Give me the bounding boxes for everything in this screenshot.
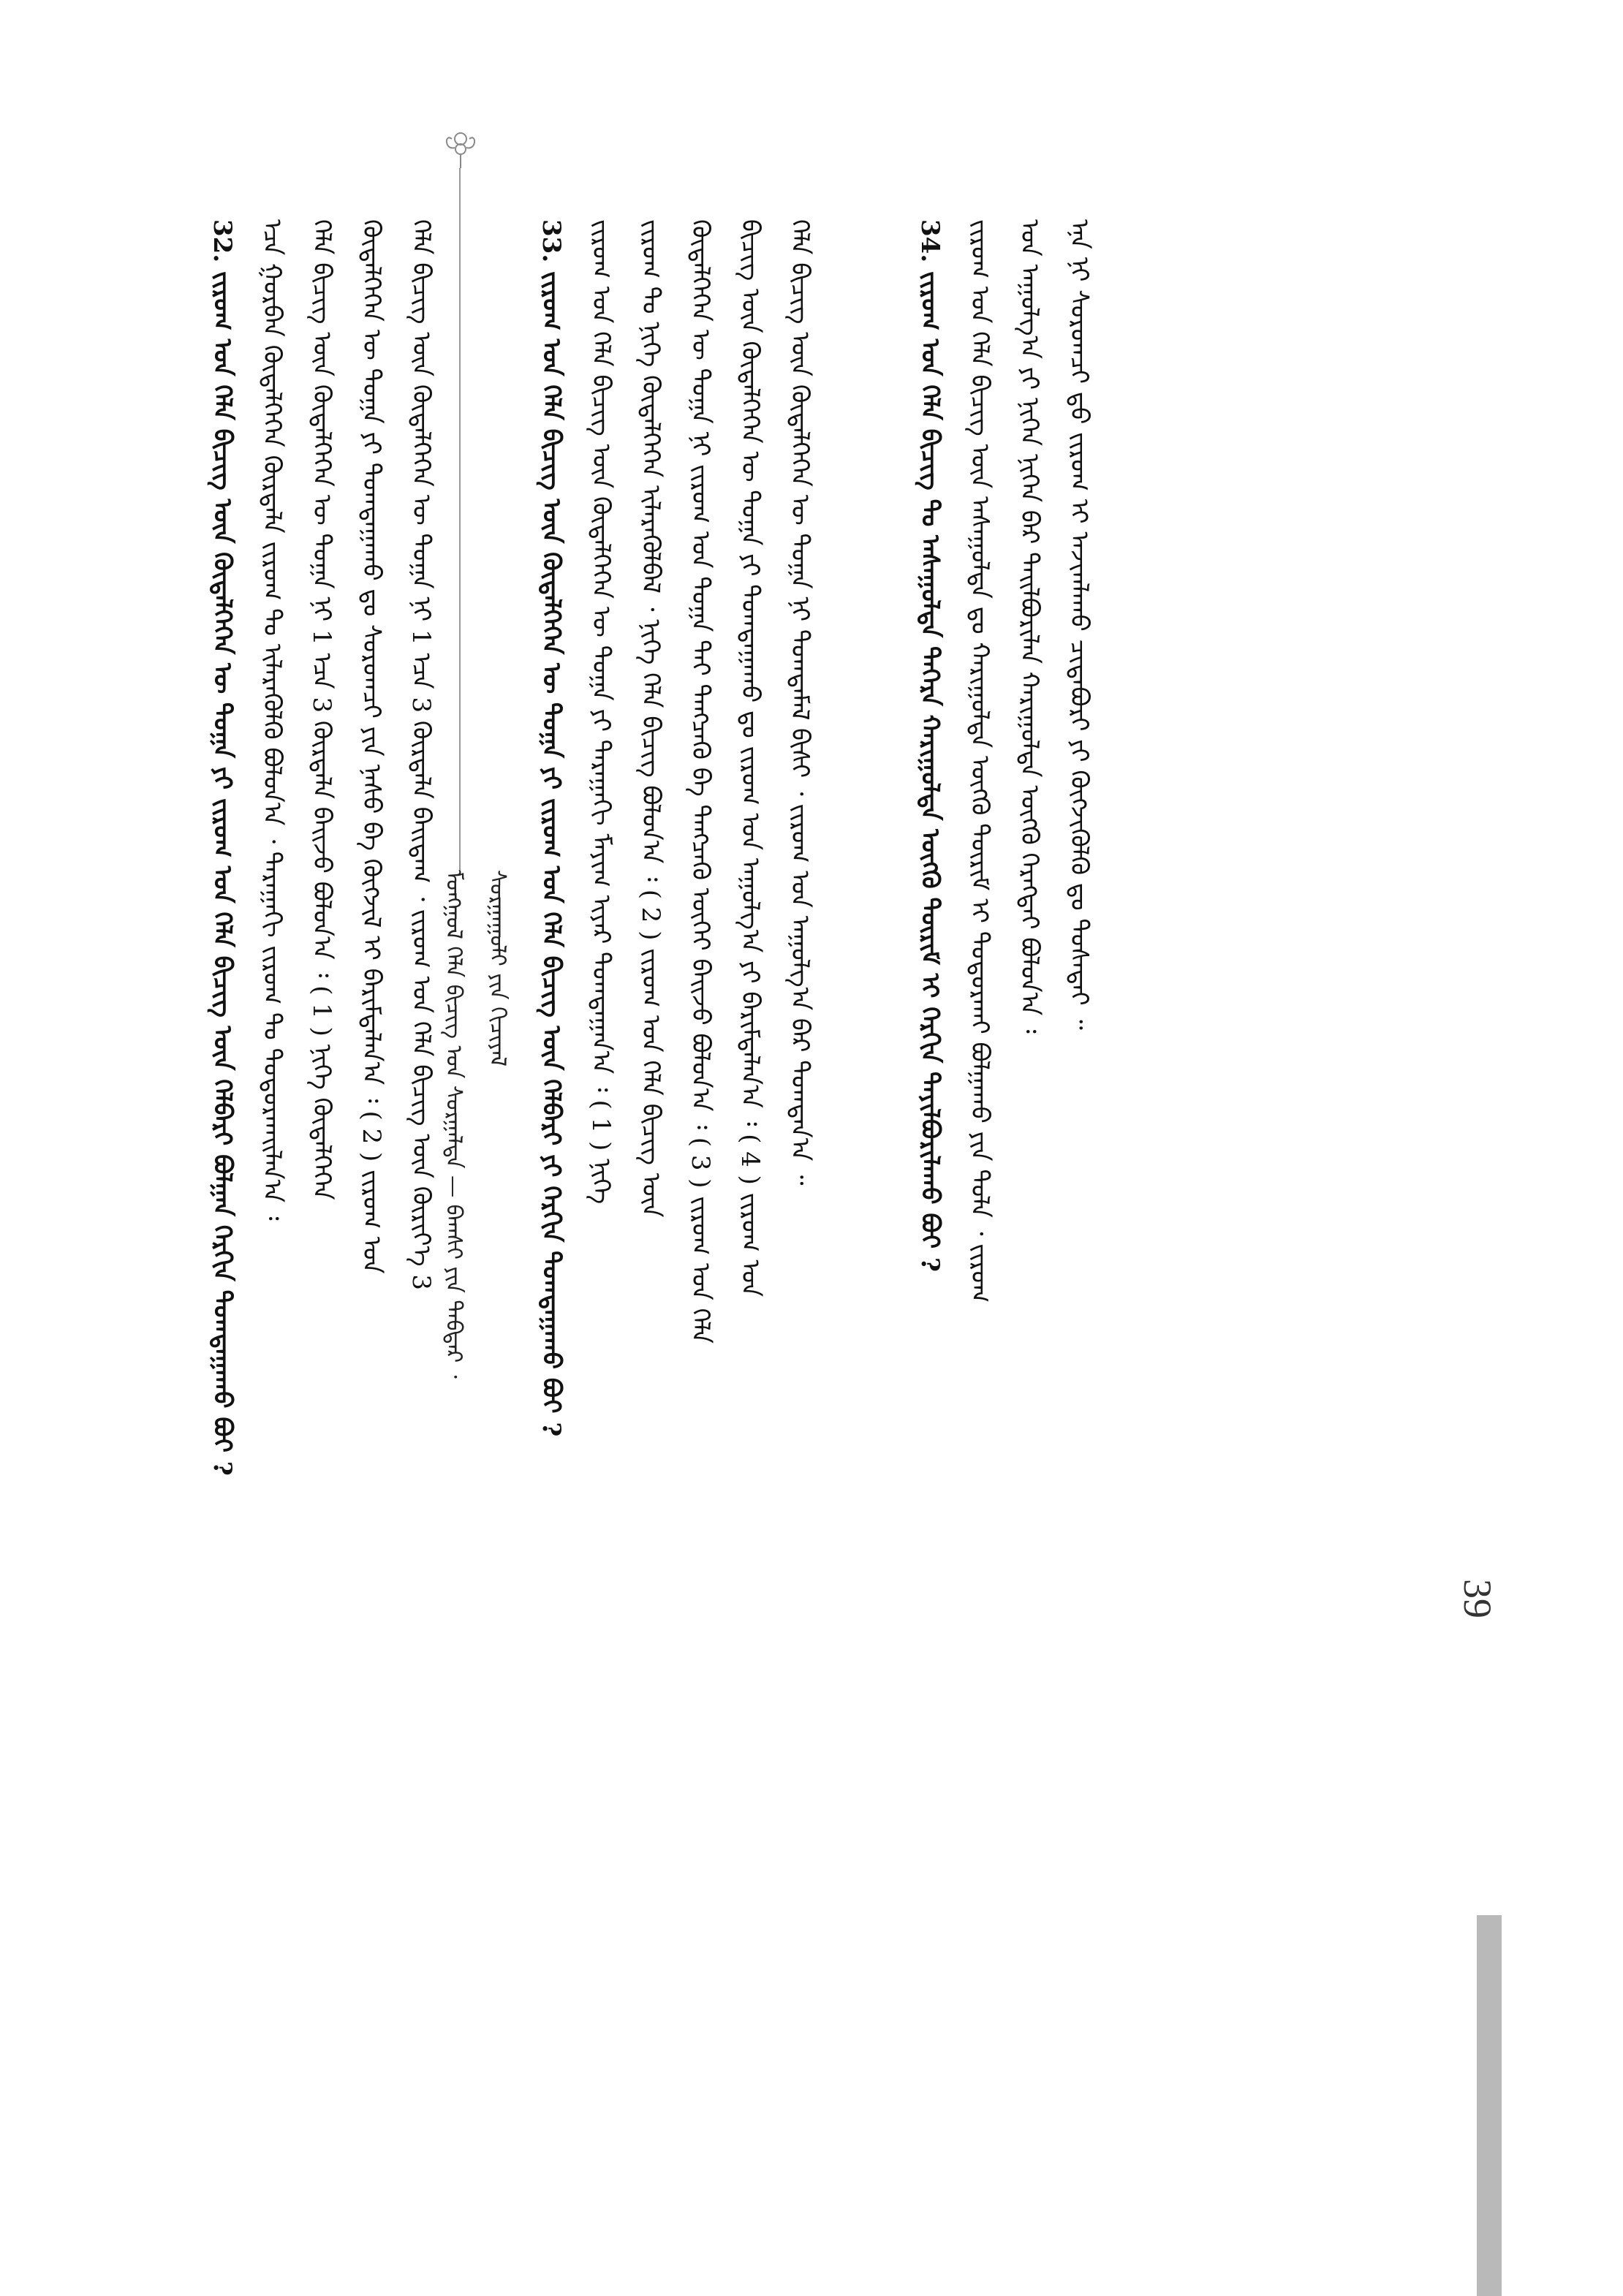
main-text [197,219,1199,2083]
text-line: ᠪᠢᠴᠢᠭ ᠦᠨ ᠬᠥᠳᠡᠯᠭᠡᠭᠡᠨ ᠦ ᠲᠣᠭᠠ ᠶᠢ ᠲᠣᠭᠲᠠᠭᠠᠬᠤ ᠳᠤ ᠵᠢᠷᠤᠭ ᠤᠨ ᠠᠭᠤᠯᠭ᠎ᠠ ᠶᠢ ᠪᠠᠷᠢᠮᠲᠠᠯᠠᠨ᠎ᠠ ᠄ ( 4 ) ᠵᠢᠷᠤᠭ ᠤᠨ [735,219,765,1297]
question-34: 34. ᠵᠢᠷᠤᠭ ᠤᠨ ᠬᠡᠯᠡ ᠪᠢᠴᠢᠭ ᠲᠤ ᠠᠰᠠᠭᠤᠯᠲᠠ ᠳᠡᠭᠡᠷᠡ ᠬᠠᠷᠢᠭᠤᠯᠲᠠ ᠥᠭᠬᠦ ᠳᠦᠷᠢᠮ ᠢ ᠬᠡᠷᠬᠢᠨ ᠲᠠᠶᠢᠯᠪᠤᠷᠢᠯᠠᠬᠤ ᠪᠤᠢ ? [915,219,945,1272]
text-line: ᠡᠴᠡ ᠭᠤᠷᠪᠠᠨ ᠬᠥᠳᠡᠯᠭᠡᠭᠡᠨ ᠬᠦᠷᠲᠡᠯᠡ ᠵᠢᠷᠤᠭ ᠲᠤ ᠢᠯᠡᠷᠡᠭᠦᠯᠬᠦ ᠪᠣᠯᠤᠨ᠎ᠠ ᠂ ᠳᠠᠷᠠᠭᠠᠬᠢ ᠵᠢᠷᠤᠭ ᠲᠤ ᠲᠣᠳᠣᠷᠬᠠᠢᠯᠠᠨ᠎ᠠ ᠄ [257,219,287,1221]
text-line: ᠤᠨ ᠠᠭᠤᠯᠭ᠎ᠠ ᠶᠢ ᠨᠢᠭᠡᠨ ᠨᠢᠭᠡᠨ ᠪᠡᠷ ᠲᠠᠢᠯᠪᠤᠷᠢᠯᠠᠨ ᠬᠠᠷᠢᠭᠤᠯᠲᠠ ᠥᠭᠬᠦ ᠬᠡᠷᠡᠭᠲᠡᠢ ᠪᠣᠯᠤᠨ᠎ᠠ ᠄ [1015,219,1044,1034]
question-33: 33. ᠵᠢᠷᠤᠭ ᠤᠨ ᠬᠡᠯᠡ ᠪᠢᠴᠢᠭ ᠦᠨ ᠬᠥᠳᠡᠯᠭᠡᠭᠡᠨ ᠦ ᠲᠣᠭᠠ ᠶᠢ ᠵᠢᠷᠤᠭ ᠤᠨ ᠬᠡᠯᠡ ᠪᠢᠴᠢᠭ ᠦᠨ ᠬᠡᠯᠪᠡᠷᠢ ᠶᠢ ᠬᠡᠷᠬᠢᠨ ᠲᠣᠭᠲᠠᠭᠠᠬᠤ ᠪᠤᠢ ? [537,219,566,1437]
page-number: 39 [1456,1579,1499,1618]
page-edge-bar [1477,1915,1502,2296]
text-line: ᠬᠥᠳᠡᠯᠭᠡᠭᠡᠨ ᠦ ᠲᠣᠭᠠ ᠶᠢ ᠲᠣᠭᠲᠠᠭᠠᠬᠤ ᠳᠤ ᠰᠤᠷᠤᠭᠴᠢ ᠶᠢᠨ ᠨᠠᠰᠤ ᠪᠠ ᠬᠥᠭᠵᠢᠯ ᠢ ᠪᠠᠷᠢᠮᠲᠠᠯᠠᠨ᠎ᠠ ᠄ ( 2 ) ᠵᠢᠷᠤᠭ ᠤᠨ [357,219,386,1274]
paragraph-gap [446,219,526,2083]
question-32: 32. ᠵᠢᠷᠤᠭ ᠤᠨ ᠬᠡᠯᠡ ᠪᠢᠴᠢᠭ ᠦᠨ ᠬᠥᠳᠡᠯᠭᠡᠭᠡᠨ ᠦ ᠲᠣᠭᠠ ᠶᠢ ᠵᠢᠷᠤᠭ ᠤᠨ ᠬᠡᠯᠡ ᠪᠢᠴᠢᠭ ᠦᠨ ᠬᠡᠯᠪᠡᠷᠢ ᠪᠣᠯᠭᠠᠨ ᠬᠡᠷᠬᠢᠨ ᠲᠣᠭᠲᠠᠭᠠᠬᠤ ᠪᠤᠢ ? [208,219,237,1476]
running-head: ᠮᠣᠩᠭᠣᠯ ᠬᠡᠯᠡ ᠪᠢᠴᠢᠭ᠌ ᠤᠨ ᠰᠤᠷᠭᠠᠯᠲᠠ — ᠪᠠᠭᠰᠢ ᠶᠢᠨ ᠳᠡᠪᠲᠡᠷ ᠂ ᠰᠤᠷᠭᠠᠭᠤᠯᠢ ᠶᠢᠨ ᠬᠢᠴᠢᠶᠡᠯ [441,870,510,1379]
text-line: ᠵᠢᠷᠤᠭ ᠲᠤ ᠨᠢᠭᠡ ᠬᠥᠳᠡᠯᠭᠡᠭᠡᠨ ᠢᠯᠡᠷᠡᠭᠦᠯᠪᠡᠯ ᠂ ᠨᠢᠭᠡ ᠬᠡᠯᠡ ᠪᠢᠴᠢᠭ ᠪᠣᠯᠤᠨ᠎ᠠ ᠄ ( 2 ) ᠵᠢᠷᠤᠭ ᠤᠨ ᠬᠡᠯᠡ ᠪᠢᠴᠢᠭ ᠦᠨ [636,219,665,1218]
text-line: ᠡᠨᠡ ᠨᠢ ᠰᠤᠷᠤᠭᠴᠢ ᠳ᠋ᠤ ᠵᠢᠷᠤᠭ ᠢ ᠠᠵᠢᠭᠯᠠᠬᠤ ᠴᠢᠳᠠᠪᠤᠷᠢ ᠶᠢ ᠬᠥᠭᠵᠢᠭᠦᠯᠬᠦ ᠳᠤ ᠲᠤᠰᠠᠲᠠᠢ ᠃ [1064,219,1094,1030]
text-line: ᠬᠡᠯᠡ ᠪᠢᠴᠢᠭ ᠦᠨ ᠬᠥᠳᠡᠯᠭᠡᠭᠡᠨ ᠦ ᠲᠣᠭᠠ ᠨᠢ 1 ᠡᠴᠡ 3 ᠬᠦᠷᠲᠡᠯᠡ ᠪᠠᠢᠳᠠᠭ ᠂ ᠵᠢᠷᠤᠭ ᠤᠨ ᠬᠡᠯᠡ ᠪᠢᠴᠢᠭ ᠦᠨ ᠬᠦᠷᠢᠶ᠎ᠡ 3 [406,219,436,1290]
text-line: ᠵᠢᠷᠤᠭ ᠤᠨ ᠬᠡᠯᠡ ᠪᠢᠴᠢᠭ ᠦᠨ ᠠᠰᠠᠭᠤᠯᠲᠠ ᠳᠤ ᠬᠠᠷᠢᠭᠤᠯᠲᠠ ᠥᠭᠬᠦ ᠳᠦᠷᠢᠮ ᠢ ᠲᠣᠳᠣᠷᠬᠠᠢ ᠪᠣᠯᠭᠠᠬᠤ ᠶᠢᠨ ᠲᠤᠯᠠ ᠂ ᠵᠢᠷᠤᠭ [965,219,994,1303]
text-line: ᠬᠡᠯᠡ ᠪᠢᠴᠢᠭ ᠦᠨ ᠬᠥᠳᠡᠯᠭᠡᠭᠡᠨ ᠦ ᠲᠣᠭᠠ ᠨᠢ ᠲᠣᠭᠲᠠᠮᠠᠯ ᠪᠢᠰᠢ ᠂ ᠵᠢᠷᠤᠭ ᠤᠨ ᠠᠭᠤᠯᠭ᠎ᠠ ᠪᠠᠷ ᠲᠣᠭᠲᠠᠨ᠎ᠠ ᠃ [785,219,814,1186]
paragraph-gap [825,219,905,2083]
text-line: ᠬᠡᠯᠡ ᠪᠢᠴᠢᠭ ᠦᠨ ᠬᠥᠳᠡᠯᠭᠡᠭᠡᠨ ᠦ ᠲᠣᠭᠠ ᠨᠢ 1 ᠡᠴᠡ 3 ᠬᠦᠷᠲᠡᠯᠡ ᠪᠠᠢᠵᠤ ᠪᠣᠯᠤᠨ᠎ᠠ ᠄ ( 1 ) ᠨᠢᠭᠡ ᠬᠥᠳᠡᠯᠭᠡᠭᠡᠨ [307,219,336,1200]
header-ornament-icon [437,126,484,170]
text-line: ᠬᠥᠳᠡᠯᠭᠡᠭᠡᠨ ᠦ ᠲᠣᠭᠠ ᠨᠢ ᠵᠢᠷᠤᠭ ᠤᠨ ᠲᠣᠭᠠ ᠲᠠᠢ ᠲᠡᠩᠴᠡᠬᠦ ᠪᠠ ᠲᠡᠩᠴᠡᠬᠦ ᠦᠭᠡᠢ ᠪᠠᠢᠵᠤ ᠪᠣᠯᠤᠨ᠎ᠠ ᠄ ( 3 ) ᠵᠢᠷᠤᠭ ᠤᠨ ᠬᠡᠯᠡ [686,219,715,1344]
text-line: ᠵᠢᠷᠤᠭ ᠤᠨ ᠬᠡᠯᠡ ᠪᠢᠴᠢᠭ ᠦᠨ ᠬᠥᠳᠡᠯᠭᠡᠭᠡᠨ ᠦ ᠲᠣᠭᠠ ᠶᠢ ᠳᠠᠷᠠᠭᠠᠬᠢ ᠮᠠᠶᠢᠭ ᠢᠶᠠᠷ ᠲᠣᠭᠲᠠᠭᠠᠨ᠎ᠠ ᠄ ( 1 ) ᠨᠢᠭᠡ [586,219,616,1205]
